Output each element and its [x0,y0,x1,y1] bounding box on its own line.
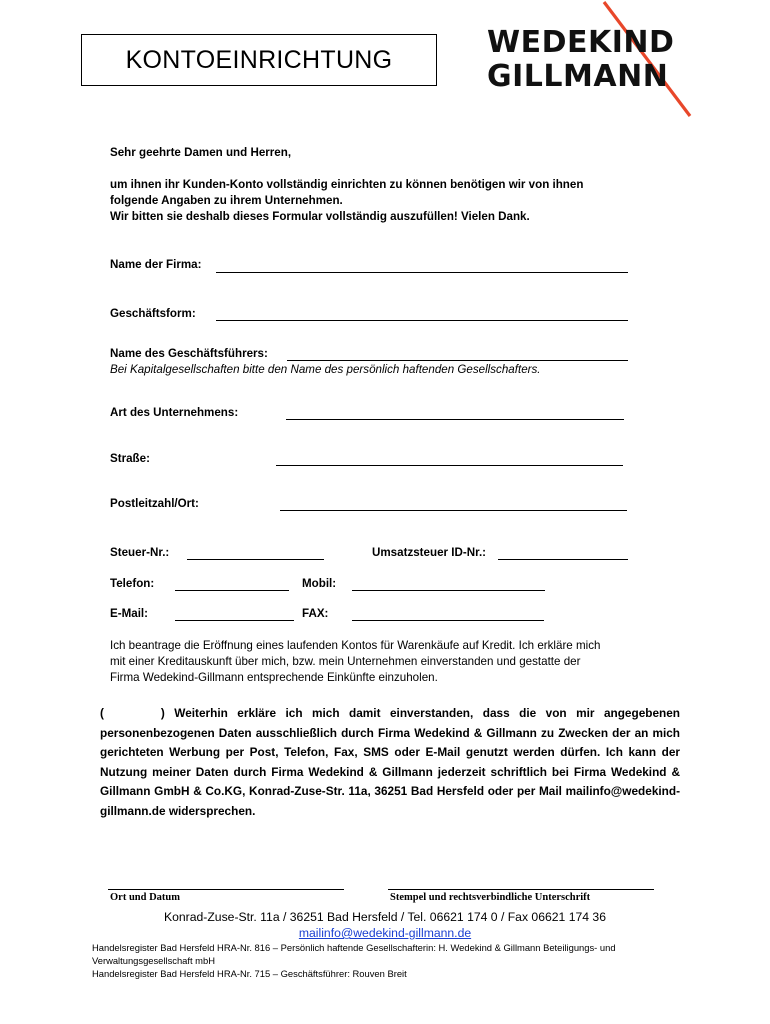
register-info-2: Handelsregister Bad Hersfeld HRA-Nr. 715 – Geschäftsführer: Rouven Breit [92,968,407,979]
footer-email-link[interactable]: mailinfo@wedekind-gillmann.de [298,926,472,940]
label-geschaeftsfuehrer: Name des Geschäftsführers: [110,347,268,360]
credit-line-1: Ich beantrage die Eröffnung eines laufenden Kontos für Warenkäufe auf Kredit. Ich erkläre mich [110,639,601,652]
signature-line-left[interactable] [108,889,344,890]
logo-line-1: WEDEKIND [487,25,675,60]
input-line-email[interactable] [175,620,294,621]
label-telefon: Telefon: [110,577,155,590]
input-line-geschaeftsfuehrer[interactable] [287,360,628,361]
intro-line-2: folgende Angaben zu ihrem Unternehmen. [110,194,343,207]
label-plz-ort: Postleitzahl/Ort: [110,497,199,510]
input-line-ust[interactable] [498,559,628,560]
geschaeftsfuehrer-hint: Bei Kapitalgesellschaften bitte den Name des persönlich haftenden Gesellschafters. [110,363,541,376]
label-strasse: Straße: [110,452,150,465]
label-art: Art des Unternehmens: [110,406,239,419]
intro-line-3: Wir bitten sie deshalb dieses Formular vollständig auszufüllen! Vielen Dank. [110,210,530,223]
label-ort-datum: Ort und Datum [110,892,181,903]
signature-line-right[interactable] [388,889,654,890]
input-line-plz-ort[interactable] [280,510,627,511]
input-line-fax[interactable] [352,620,544,621]
register-info-1: Handelsregister Bad Hersfeld HRA-Nr. 816 – Persönlich haftende Gesellschafterin: H. Wedekind & Gillmann Beteiligungs- und Verwaltungsgesellschaft mbH [92,942,616,966]
label-fax: FAX: [302,607,329,620]
consent-checkbox[interactable]: ( ) [100,706,165,720]
intro-line-1: um ihnen ihr Kunden-Konto vollständig einrichten zu können benötigen wir von ihnen [110,178,584,191]
label-unterschrift: Stempel und rechtsverbindliche Unterschrift [390,892,591,903]
label-steuer: Steuer-Nr.: [110,546,170,559]
input-line-telefon[interactable] [175,590,289,591]
input-line-firma[interactable] [216,272,628,273]
consent-text: Weiterhin erkläre ich mich damit einverstanden, dass die von mir angegebenen personenbezogenen Daten ausschließlich durch Firma Wedekind & Gillmann zu Zwecken der an mich gerichteten Werbung per Post, Telefon, Fax, SMS oder E-Mail genutzt werden dürfen. Ich kann der Nutzung meiner Daten durch Firma Wedekind & Gillmann jederzeit schriftlich bei Firma Wedekind & Gillmann GmbH & Co.KG, Konrad-Zuse-Str. 11a, 36251 Bad Hersfeld oder per Mail mailinfo@wedekind-gillmann.de widersprechen. [100,706,680,818]
greeting: Sehr geehrte Damen und Herren, [110,146,292,159]
consent-paragraph [100,704,680,821]
label-email: E-Mail: [110,607,149,620]
label-firma: Name der Firma: [110,258,202,271]
credit-line-2: mit einer Kreditauskunft über mich, bzw. mein Unternehmen einverstanden und gestatte der [110,655,581,668]
input-line-steuer[interactable] [187,559,324,560]
label-mobil: Mobil: [302,577,337,590]
input-line-art[interactable] [286,419,624,420]
input-line-strasse[interactable] [276,465,623,466]
page-title: KONTOEINRICHTUNG [81,34,437,86]
input-line-mobil[interactable] [352,590,545,591]
footer-address: Konrad-Zuse-Str. 11a / 36251 Bad Hersfeld / Tel. 06621 174 0 / Fax 06621 174 36 [164,910,606,924]
input-line-geschaeftsform[interactable] [216,320,628,321]
label-geschaeftsform: Geschäftsform: [110,307,196,320]
label-ust: Umsatzsteuer ID-Nr.: [372,546,487,559]
logo-line-2: GILLMANN [487,59,669,94]
credit-line-3: Firma Wedekind-Gillmann entsprechende Einkünfte einzuholen. [110,671,438,684]
